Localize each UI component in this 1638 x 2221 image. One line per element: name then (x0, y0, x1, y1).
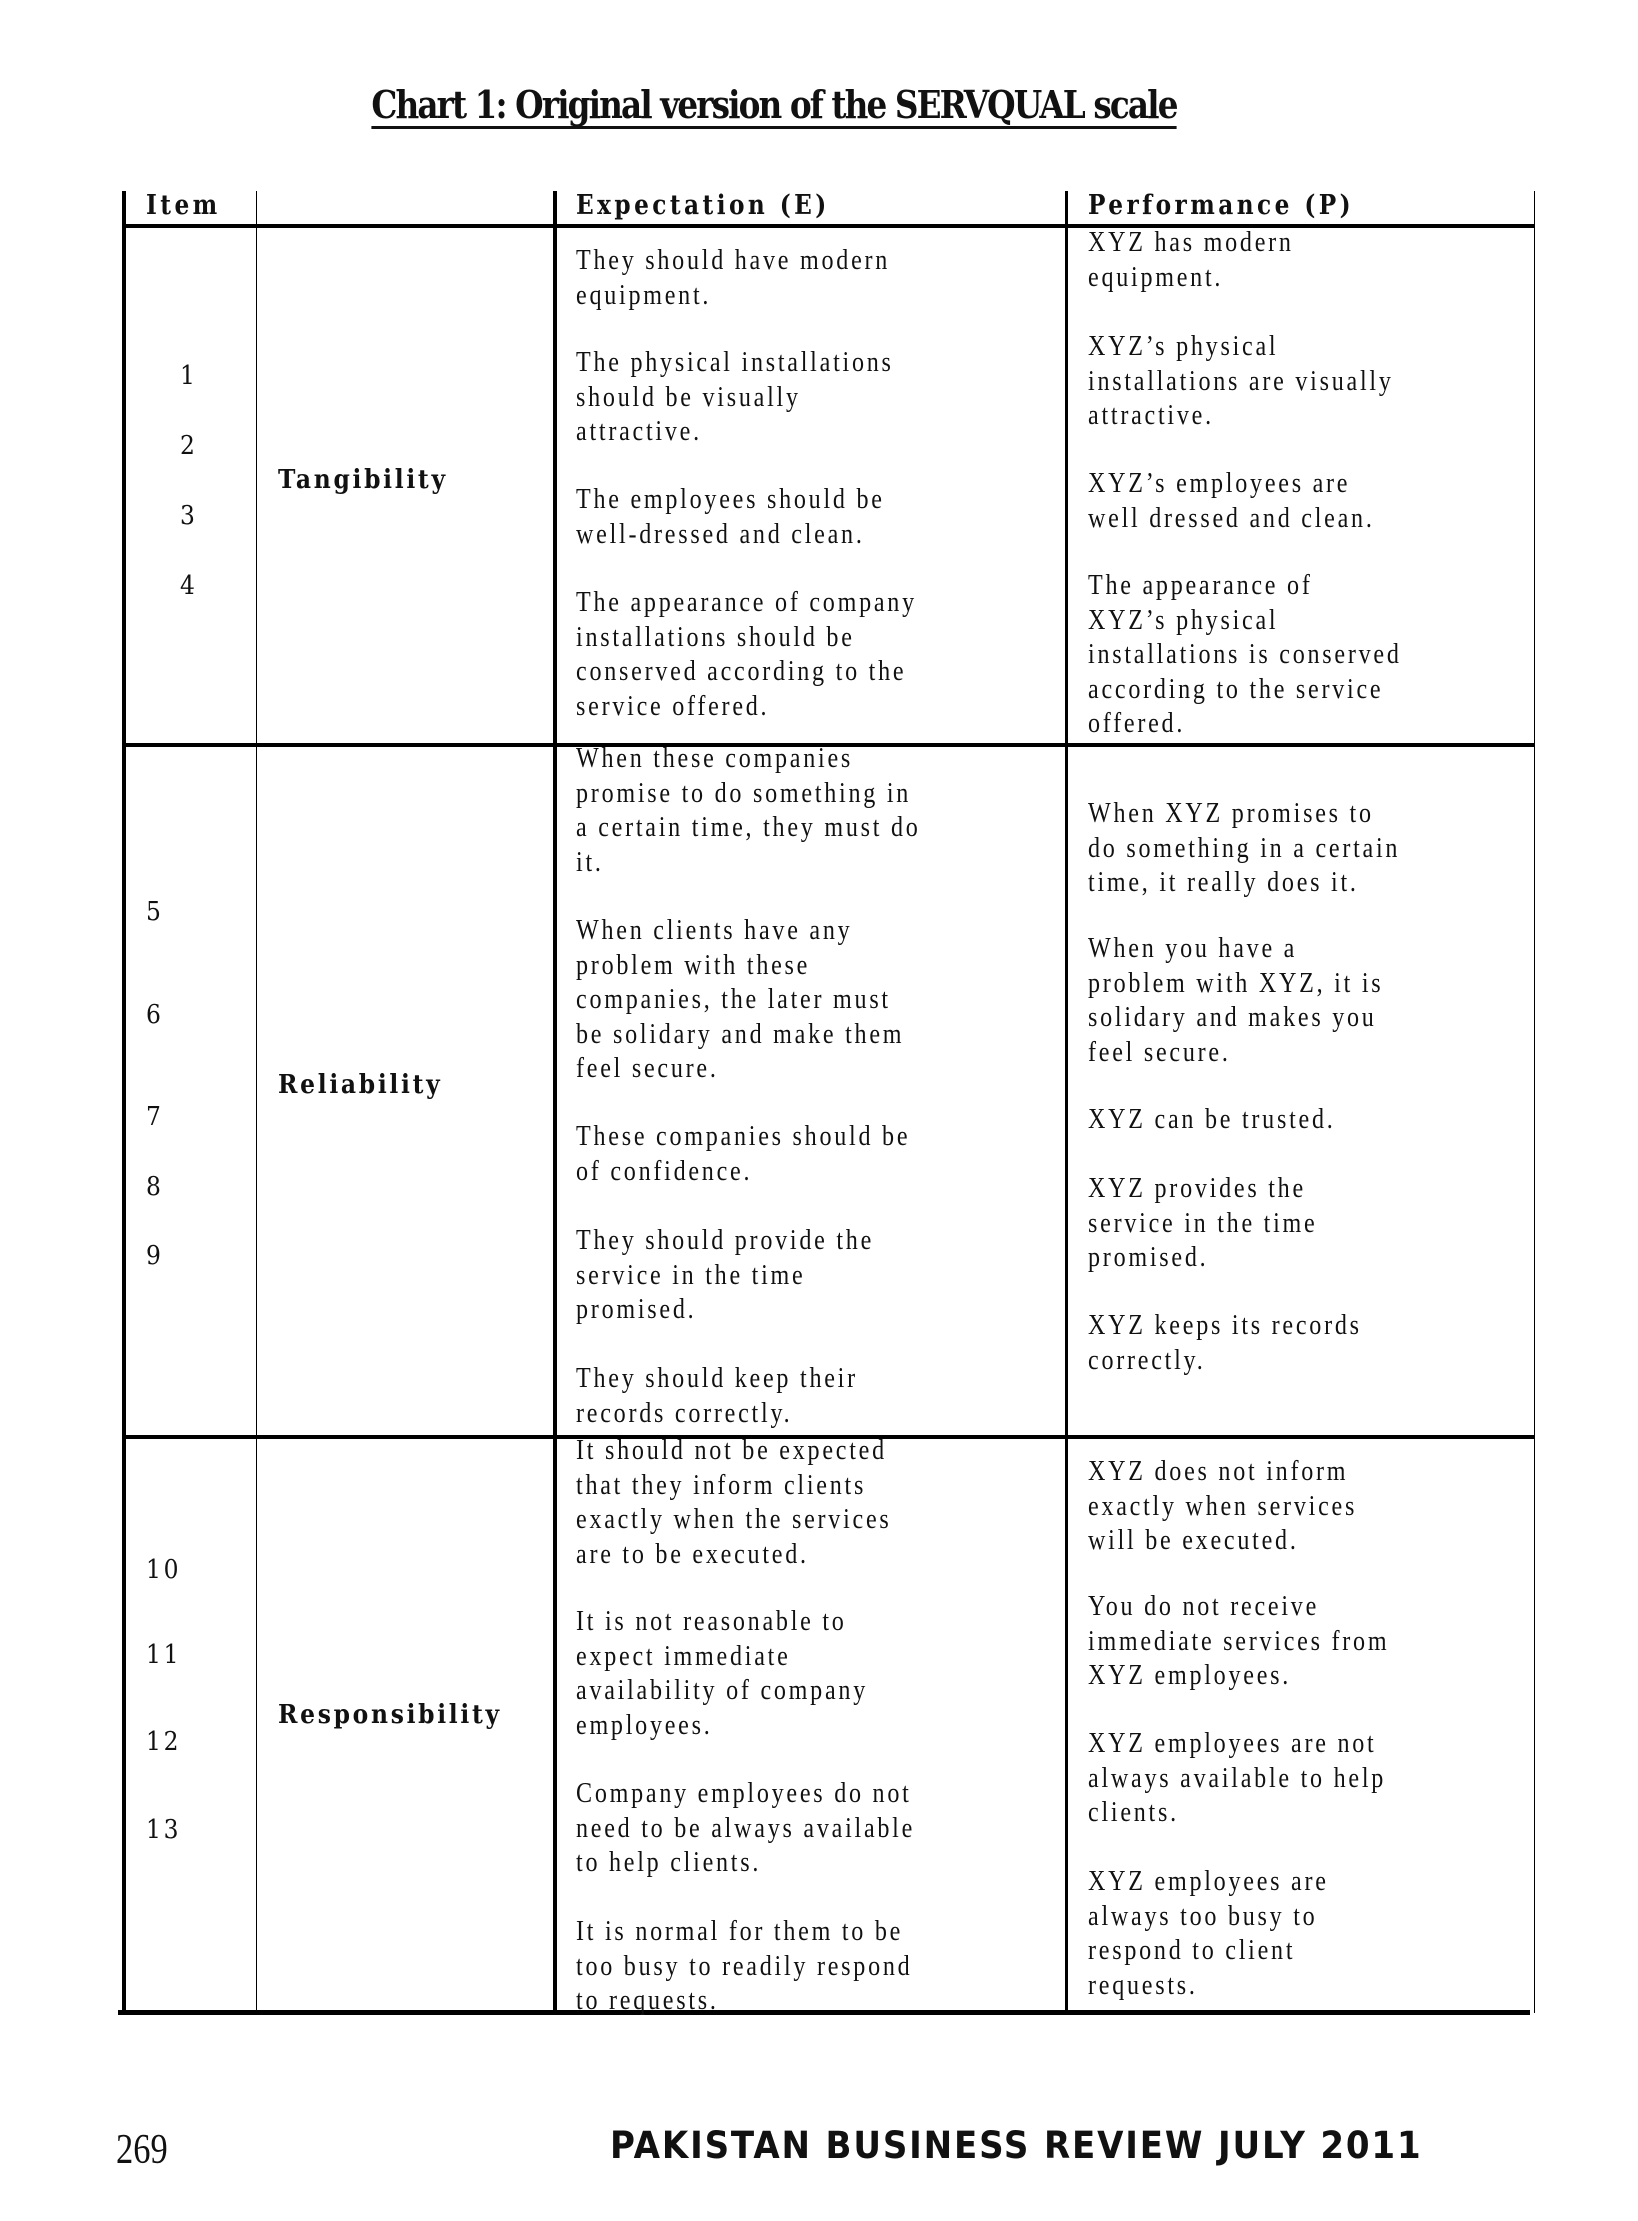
performance-statement: XYZ has modern equipment. (1088, 227, 1294, 293)
expectation-statement: It is normal for them to be too busy to readily respond to requests. (576, 1916, 913, 2017)
performance-statement: XYZ provides the service in the time promised. (1088, 1173, 1318, 1274)
performance-statement: XYZ’s physical installations are visually attractive. (1088, 331, 1394, 432)
item-number: 6 (146, 1000, 161, 1030)
table-right-border (1534, 191, 1535, 2013)
item-number: 7 (146, 1102, 161, 1132)
item-number: 9 (146, 1241, 161, 1271)
performance-statement: The appearance of XYZ’s physical installations is conserved according to the service offered. (1088, 570, 1402, 740)
item-number: 10 (146, 1555, 182, 1585)
dimension-label: Tangibility (278, 465, 448, 495)
expectation-statement: They should keep their records correctly. (576, 1363, 858, 1429)
performance-statement: XYZ employees are always too busy to respond to client requests. (1088, 1866, 1329, 2001)
expectation-statement: The employees should be well-dressed and clean. (576, 484, 885, 550)
item-number: 3 (180, 501, 195, 531)
performance-cell (1088, 467, 1375, 536)
performance-statement: XYZ’s employees are well dressed and clean. (1088, 468, 1375, 534)
expectation-statement: They should provide the service in the time promised. (576, 1225, 875, 1326)
header-performance: Performance (P) (1088, 190, 1355, 221)
expectation-statement: It is not reasonable to expect immediate availability of company employees. (576, 1606, 868, 1741)
item-number: 2 (180, 431, 195, 461)
expectation-cell (576, 1605, 868, 1743)
performance-cell (1088, 797, 1400, 901)
expectation-cell (576, 1915, 912, 2019)
table-header-divider (123, 224, 1535, 228)
performance-cell (1088, 1455, 1357, 1559)
performance-statement: XYZ keeps its records correctly. (1088, 1310, 1362, 1376)
expectation-cell (576, 346, 894, 450)
expectation-statement: When clients have any problem with these companies, the later must be solidary and make them feel secure. (576, 915, 905, 1085)
page-number: 269 (116, 2127, 168, 2173)
performance-cell (1088, 330, 1394, 434)
expectation-cell (576, 1120, 910, 1189)
performance-cell (1088, 1103, 1336, 1138)
expectation-cell (576, 1777, 915, 1881)
expectation-statement: The appearance of company installations should be conserved according to the service offered. (576, 587, 917, 722)
column-divider (553, 191, 557, 2013)
expectation-statement: When these companies promise to do something in a certain time, they must do it. (576, 743, 921, 878)
expectation-statement: These companies should be of confidence. (576, 1121, 911, 1187)
performance-cell (1088, 569, 1402, 742)
performance-cell (1088, 932, 1383, 1070)
item-number: 5 (146, 897, 161, 927)
expectation-cell (576, 1224, 874, 1328)
item-number: 11 (146, 1640, 182, 1670)
performance-statement: XYZ can be trusted. (1088, 1104, 1336, 1135)
expectation-cell (576, 1362, 858, 1431)
performance-statement: XYZ employees are not always available to help clients. (1088, 1728, 1387, 1829)
performance-cell (1088, 1172, 1317, 1276)
expectation-statement: Company employees do not need to be always available to help clients. (576, 1778, 916, 1879)
performance-cell (1088, 226, 1294, 295)
performance-statement: When you have a problem with XYZ, it is solidary and makes you feel secure. (1088, 933, 1384, 1068)
chart-title: Chart 1: Original version of the SERVQUAL scale (371, 82, 1177, 127)
expectation-cell (576, 244, 890, 313)
journal-footer: PAKISTAN BUSINESS REVIEW JULY 2011 (610, 2124, 1423, 2167)
performance-cell (1088, 1727, 1386, 1831)
table-left-border (122, 191, 126, 2013)
expectation-statement: They should have modern equipment. (576, 245, 891, 311)
performance-cell (1088, 1309, 1362, 1378)
column-divider (256, 191, 257, 2013)
performance-statement: You do not receive immediate services from XYZ employees. (1088, 1591, 1390, 1692)
expectation-cell (576, 586, 917, 724)
performance-cell (1088, 1865, 1329, 2003)
dimension-label: Reliability (278, 1070, 443, 1100)
item-number: 12 (146, 1727, 182, 1757)
expectation-cell (576, 742, 921, 880)
header-item: Item (146, 190, 221, 221)
expectation-statement: It should not be expected that they inform clients exactly when the services are to be executed. (576, 1435, 892, 1570)
item-number: 8 (146, 1172, 161, 1202)
expectation-cell (576, 483, 885, 552)
expectation-cell (576, 914, 904, 1087)
performance-statement: XYZ does not inform exactly when services will be executed. (1088, 1456, 1358, 1557)
performance-statement: When XYZ promises to do something in a certain time, it really does it. (1088, 798, 1401, 899)
expectation-cell (576, 1434, 892, 1572)
expectation-statement: The physical installations should be visually attractive. (576, 347, 894, 448)
dimension-label: Responsibility (278, 1700, 502, 1730)
item-number: 4 (180, 571, 195, 601)
item-number: 1 (180, 361, 195, 391)
performance-cell (1088, 1590, 1389, 1694)
item-number: 13 (146, 1815, 182, 1845)
header-expectation: Expectation (E) (576, 190, 830, 221)
column-divider (1065, 191, 1068, 2013)
